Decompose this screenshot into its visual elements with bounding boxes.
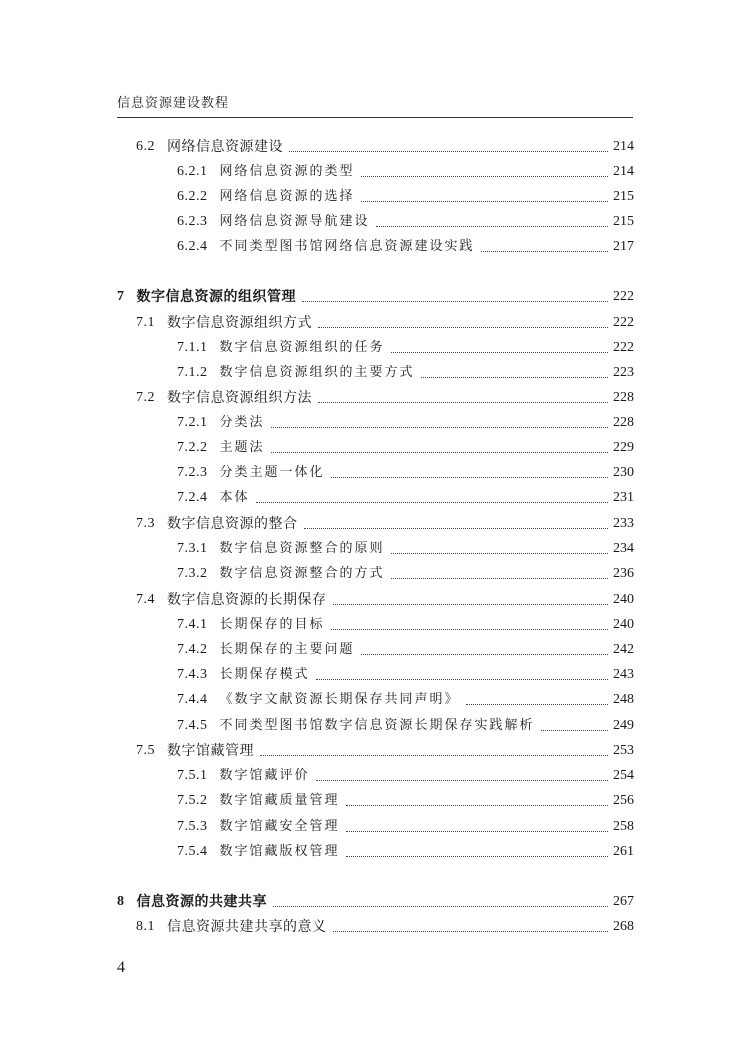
toc-dot-leader bbox=[361, 176, 608, 177]
toc-entry-section bbox=[136, 917, 634, 937]
toc-entry-section bbox=[136, 388, 634, 408]
toc-entry-sub bbox=[177, 338, 634, 358]
toc-entry-number: 7.2 bbox=[136, 390, 155, 405]
toc-entry-title: 网络信息资源的选择 bbox=[219, 189, 355, 204]
toc-entry-section bbox=[136, 137, 634, 157]
toc-entry-title: 数字信息资源的长期保存 bbox=[167, 592, 327, 608]
toc-entry-number: 7.1 bbox=[136, 315, 155, 330]
toc-entry-title: 数字信息资源整合的方式 bbox=[219, 566, 385, 581]
toc-dot-leader bbox=[346, 831, 608, 832]
toc-entry-title: 数字馆藏管理 bbox=[167, 743, 254, 759]
toc-entry-number: 7.2.4 bbox=[177, 490, 208, 505]
toc-entry-page: 256 bbox=[613, 793, 634, 808]
toc-entry-title: 信息资源的共建共享 bbox=[136, 894, 267, 910]
toc-dot-leader bbox=[361, 201, 608, 202]
toc-entry-number: 7.3 bbox=[136, 516, 155, 531]
toc-entry-sub bbox=[177, 665, 634, 685]
running-header: 信息资源建设教程 bbox=[117, 96, 230, 111]
toc-entry-title: 数字信息资源的组织管理 bbox=[136, 289, 296, 305]
toc-dot-leader bbox=[316, 679, 608, 680]
toc-entry-number: 6.2.2 bbox=[177, 189, 208, 204]
toc-entry-sub bbox=[177, 488, 634, 508]
toc-dot-leader bbox=[421, 377, 608, 378]
toc-entry-page: 231 bbox=[613, 490, 634, 505]
toc-entry-number: 7.3.2 bbox=[177, 566, 208, 581]
toc-entry-page: 215 bbox=[613, 189, 634, 204]
toc-entry-sub bbox=[177, 162, 634, 182]
toc-entry-sub bbox=[177, 438, 634, 458]
toc-dot-leader bbox=[273, 906, 608, 907]
toc-entry-page: 249 bbox=[613, 718, 634, 733]
toc-entry-number: 7.1.1 bbox=[177, 340, 208, 355]
toc-entry-number: 7.5.4 bbox=[177, 844, 208, 859]
toc-entry-number: 7.4.5 bbox=[177, 718, 208, 733]
toc-entry-number: 7.4 bbox=[136, 592, 155, 607]
toc-entry-number: 7.5.3 bbox=[177, 819, 208, 834]
toc-entry-page: 240 bbox=[613, 592, 634, 607]
page-number: 4 bbox=[117, 959, 125, 976]
toc-dot-leader bbox=[541, 730, 608, 731]
toc-entry-title: 网络信息资源建设 bbox=[167, 139, 283, 155]
toc-entry-title: 网络信息资源导航建设 bbox=[219, 214, 370, 229]
toc-entry-page: 230 bbox=[613, 465, 634, 480]
toc-entry-title: 数字馆藏安全管理 bbox=[219, 819, 340, 834]
toc-entry-page: 233 bbox=[613, 516, 634, 531]
toc-dot-leader bbox=[376, 226, 608, 227]
toc-dot-leader bbox=[481, 251, 608, 252]
toc-entry-section bbox=[136, 741, 634, 761]
toc-entry-page: 215 bbox=[613, 214, 634, 229]
toc-entry-number: 6.2 bbox=[136, 139, 155, 154]
toc-entry-title: 数字信息资源组织的任务 bbox=[219, 340, 385, 355]
toc-dot-leader bbox=[333, 604, 609, 605]
toc-entry-page: 222 bbox=[613, 340, 634, 355]
toc-dot-leader bbox=[391, 352, 608, 353]
toc-entry-number: 7.4.1 bbox=[177, 617, 208, 632]
toc-dot-leader bbox=[256, 502, 608, 503]
toc-entry-sub bbox=[177, 564, 634, 584]
toc-entry-number: 8 bbox=[117, 894, 125, 909]
toc-entry-title: 数字馆藏评价 bbox=[219, 768, 310, 783]
toc-entry-number: 7.5.2 bbox=[177, 793, 208, 808]
toc-entry-section bbox=[136, 514, 634, 534]
toc-entry-title: 《数字文献资源长期保存共同声明》 bbox=[219, 692, 460, 707]
toc-entry-section bbox=[136, 590, 634, 610]
toc-entry-page: 222 bbox=[613, 289, 634, 304]
toc-dot-leader bbox=[260, 755, 608, 756]
toc-dot-leader bbox=[304, 528, 609, 529]
toc-dot-leader bbox=[318, 327, 608, 328]
toc-dot-leader bbox=[316, 780, 608, 781]
toc-entry-page: 258 bbox=[613, 819, 634, 834]
toc-dot-leader bbox=[331, 629, 608, 630]
toc-dot-leader bbox=[289, 151, 608, 152]
toc-entry-title: 长期保存的主要问题 bbox=[219, 642, 355, 657]
toc-entry-page: 268 bbox=[613, 919, 634, 934]
toc-entry-number: 7.1.2 bbox=[177, 365, 208, 380]
toc-entry-title: 主题法 bbox=[219, 440, 265, 455]
toc-entry-page: 214 bbox=[613, 164, 634, 179]
toc-dot-leader bbox=[302, 301, 608, 302]
toc-entry-page: 248 bbox=[613, 692, 634, 707]
toc-entry-page: 234 bbox=[613, 541, 634, 556]
toc-entry-sub bbox=[177, 716, 634, 736]
toc-dot-leader bbox=[346, 856, 608, 857]
toc-entry-number: 6.2.1 bbox=[177, 164, 208, 179]
toc-entry-title: 信息资源共建共享的意义 bbox=[167, 919, 327, 935]
toc-entry-section bbox=[136, 313, 634, 333]
toc-entry-sub bbox=[177, 413, 634, 433]
toc-entry-page: 240 bbox=[613, 617, 634, 632]
toc-entry-page: 267 bbox=[613, 894, 634, 909]
toc-entry-title: 长期保存的目标 bbox=[219, 617, 325, 632]
toc-entry-page: 228 bbox=[613, 415, 634, 430]
toc-entry-title: 不同类型图书馆数字信息资源长期保存实践解析 bbox=[219, 718, 535, 733]
toc-entry-sub bbox=[177, 539, 634, 559]
toc-entry-sub bbox=[177, 690, 634, 710]
toc-dot-leader bbox=[361, 654, 608, 655]
toc-entry-number: 6.2.3 bbox=[177, 214, 208, 229]
toc-entry-title: 不同类型图书馆网络信息资源建设实践 bbox=[219, 239, 475, 254]
toc-entry-page: 214 bbox=[613, 139, 634, 154]
toc-entry-number: 7.2.1 bbox=[177, 415, 208, 430]
toc-entry-number: 7 bbox=[117, 289, 125, 304]
toc-dot-leader bbox=[318, 402, 608, 403]
toc-entry-title: 本体 bbox=[219, 490, 250, 505]
toc-entry-page: 236 bbox=[613, 566, 634, 581]
toc-entry-page: 253 bbox=[613, 743, 634, 758]
toc-entry-page: 217 bbox=[613, 239, 634, 254]
toc-entry-sub bbox=[177, 791, 634, 811]
toc-entry-sub bbox=[177, 615, 634, 635]
toc-entry-number: 7.5 bbox=[136, 743, 155, 758]
toc-entry-page: 229 bbox=[613, 440, 634, 455]
toc-entry-number: 7.3.1 bbox=[177, 541, 208, 556]
toc-entry-sub bbox=[177, 640, 634, 660]
toc-dot-leader bbox=[331, 477, 608, 478]
toc-dot-leader bbox=[466, 704, 608, 705]
toc-dot-leader bbox=[271, 427, 608, 428]
toc-entry-number: 7.4.4 bbox=[177, 692, 208, 707]
toc-entry-sub bbox=[177, 766, 634, 786]
toc-entry-title: 分类法 bbox=[219, 415, 265, 430]
toc-entry-sub bbox=[177, 237, 634, 257]
toc-entry-sub bbox=[177, 463, 634, 483]
toc-entry-page: 242 bbox=[613, 642, 634, 657]
toc-entry-number: 7.2.2 bbox=[177, 440, 208, 455]
toc-dot-leader bbox=[391, 578, 608, 579]
toc-dot-leader bbox=[346, 805, 608, 806]
toc-entry-title: 长期保存模式 bbox=[219, 667, 310, 682]
toc-entry-title: 数字信息资源的整合 bbox=[167, 516, 298, 532]
toc-entry-page: 261 bbox=[613, 844, 634, 859]
toc-entry-sub bbox=[177, 187, 634, 207]
toc-entry-sub bbox=[177, 363, 634, 383]
toc-entry-page: 254 bbox=[613, 768, 634, 783]
toc-entry-page: 243 bbox=[613, 667, 634, 682]
toc-entry-number: 8.1 bbox=[136, 919, 155, 934]
toc-entry-number: 7.5.1 bbox=[177, 768, 208, 783]
toc-entry-title: 数字馆藏质量管理 bbox=[219, 793, 340, 808]
toc-entry-sub bbox=[177, 842, 634, 862]
toc-entry-page: 222 bbox=[613, 315, 634, 330]
toc-dot-leader bbox=[391, 553, 608, 554]
toc-entry-title: 分类主题一体化 bbox=[219, 465, 325, 480]
toc-entry-page: 223 bbox=[613, 365, 634, 380]
toc-dot-leader bbox=[333, 931, 609, 932]
toc-entry-number: 7.4.2 bbox=[177, 642, 208, 657]
toc-entry-sub bbox=[177, 817, 634, 837]
toc-entry-title: 数字馆藏版权管理 bbox=[219, 844, 340, 859]
toc-dot-leader bbox=[271, 452, 608, 453]
toc-entry-title: 数字信息资源组织方法 bbox=[167, 390, 312, 406]
toc-entry-page: 228 bbox=[613, 390, 634, 405]
toc-entry-sub bbox=[177, 212, 634, 232]
toc-entry-title: 网络信息资源的类型 bbox=[219, 164, 355, 179]
toc-entry-number: 7.4.3 bbox=[177, 667, 208, 682]
toc-entry-chapter bbox=[117, 892, 634, 912]
toc-entry-number: 6.2.4 bbox=[177, 239, 208, 254]
toc-entry-chapter bbox=[117, 287, 634, 307]
toc-entry-title: 数字信息资源组织方式 bbox=[167, 315, 312, 331]
toc-entry-title: 数字信息资源整合的原则 bbox=[219, 541, 385, 556]
toc-entry-title: 数字信息资源组织的主要方式 bbox=[219, 365, 415, 380]
toc-entry-number: 7.2.3 bbox=[177, 465, 208, 480]
